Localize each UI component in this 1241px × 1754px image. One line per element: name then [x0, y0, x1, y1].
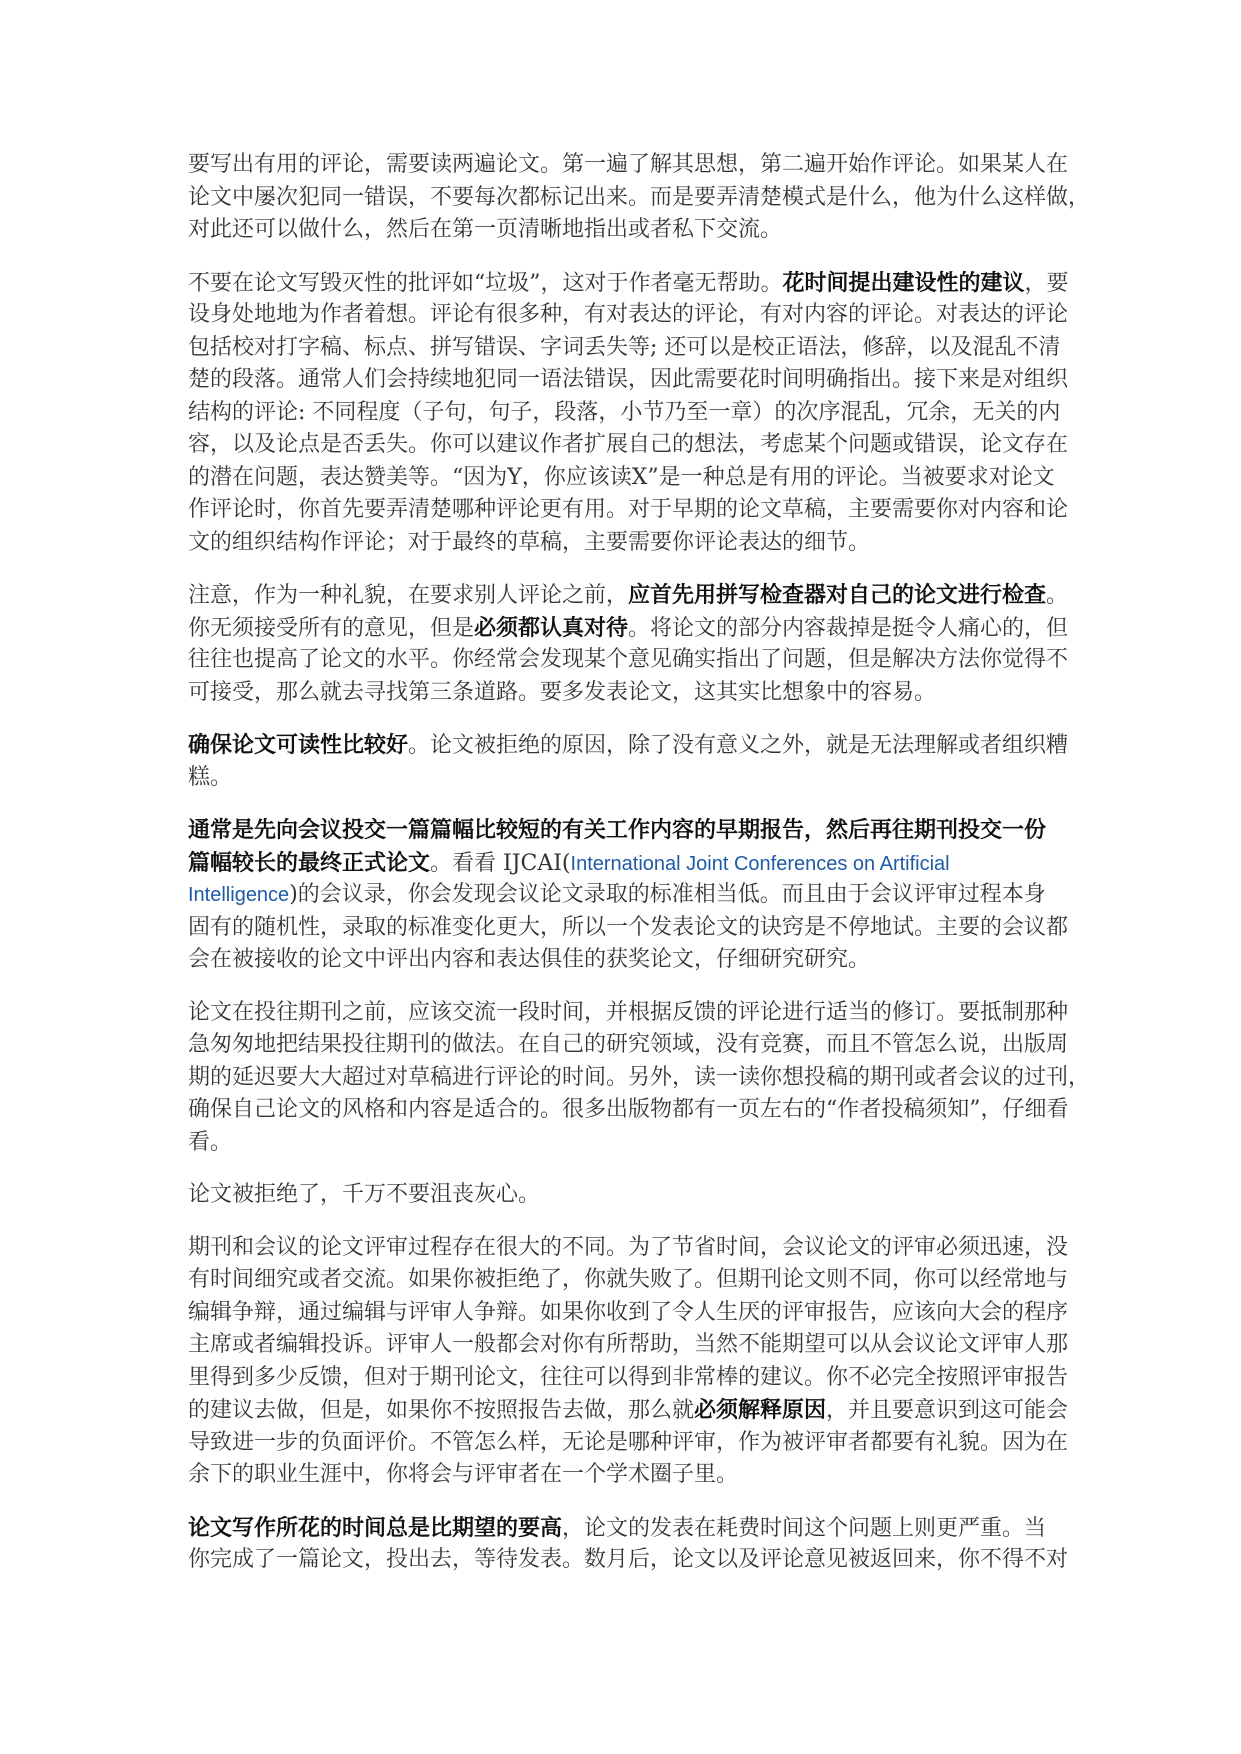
text-line: 确保自己论文的风格和内容是适合的。很多出版物都有一页左右的“作者投稿须知”，仔细看	[188, 1097, 1069, 1122]
text-line: 包括校对打字稿、标点、拼写错误、字词丢失等; 还可以是校正语法，修辞，以及混乱不清	[188, 334, 1061, 360]
text-line	[188, 267, 1088, 300]
text-segment: 。看看 IJCAI(	[430, 850, 571, 876]
text-line: 里得到多少反馈，但对于期刊论文，往往可以得到非常棒的建议。你不必完全按照评审报告	[188, 1364, 1069, 1390]
paragraph	[188, 149, 1091, 247]
text-line: 设身处地地为作者着想。评论有很多种，有对表达的评论，有对内容的评论。对表达的评论	[188, 302, 1069, 327]
paragraph	[188, 1512, 1088, 1577]
text-line: 有时间细究或者交流。如果你被拒绝了，你就失败了。但期刊论文则不同，你可以经常地与	[188, 1267, 1069, 1292]
text-segment: 。将论文的部分内容裁掉是挺令人痛心的，但	[628, 615, 1069, 641]
text-segment: 不要在论文写毁灭性的批评如“垃圾”，这对于作者毫无帮助。	[188, 270, 783, 296]
text-line: 通常是先向会议投交一篇篇幅比较短的有关工作内容的早期报告，然后再往期刊投交一份	[188, 817, 1047, 843]
text-segment: 注意，作为一种礼貌，在要求别人评论之前，	[188, 583, 629, 608]
text-line: 往往也提高了论文的水平。你经常会发现某个意见确实指出了问题，但是解决方法你觉得不	[188, 647, 1069, 672]
text-segment: ，论文的发表在耗费时间这个问题上则更严重。当	[562, 1515, 1047, 1541]
bold-text: 必须都认真对待	[474, 614, 629, 641]
paragraph	[188, 579, 1088, 709]
text-line: 期的延迟要大大超过对草稿进行评论的时间。另外，读一读你想投稿的期刊或者会议的过刊，	[188, 1064, 1091, 1090]
text-line: 文的组织结构作评论；对于最终的草稿，主要需要你评论表达的细节。	[188, 529, 871, 555]
text-line: 可接受，那么就去寻找第三条道路。要多发表论文，这其实比想象中的容易。	[188, 679, 937, 705]
text-line: 编辑争辩，通过编辑与评审人争辩。如果你收到了令人生厌的评审报告，应该向大会的程序	[188, 1299, 1069, 1325]
paragraph	[188, 997, 1091, 1160]
bold-text: 篇幅较长的最终正式论文	[188, 849, 431, 876]
text-line	[188, 879, 1088, 912]
text-segment: 的建议去做，但是，如果你不按照报告去做，那么就	[188, 1398, 695, 1423]
text-line	[188, 579, 1088, 612]
text-line: 作评论时，你首先要弄清楚哪种评论更有用。对于早期的论文草稿，主要需要你对内容和论	[188, 497, 1069, 522]
document-page	[188, 149, 1091, 1597]
text-line: 论文被拒绝了，千万不要沮丧灰心。	[188, 1182, 541, 1207]
text-segment: 你无须接受所有的意见，但是	[188, 615, 475, 641]
ijcai-link[interactable]: Intelligence	[188, 884, 290, 906]
text-segment: 。	[1046, 583, 1069, 608]
text-line: 论文在投往期刊之前，应该交流一段时间，并根据反馈的评论进行适当的修订。要抵制那种	[188, 999, 1069, 1025]
text-line	[188, 729, 1088, 762]
bold-text: 花时间提出建设性的建议	[782, 269, 1025, 296]
text-line: 导致进一步的负面评价。不管怎么样，无论是哪种评审，作为被评审者都要有礼貌。因为在	[188, 1429, 1069, 1455]
text-line: 看。	[188, 1129, 233, 1155]
paragraph	[188, 267, 1088, 560]
text-segment: )的会议录，你会发现会议论文录取的标准相当低。而且由于会议评审过程本身	[289, 882, 1046, 907]
paragraph	[188, 729, 1088, 794]
paragraph	[188, 1179, 1088, 1212]
text-line: 对此还可以做什么，然后在第一页清晰地指出或者私下交流。	[188, 217, 783, 242]
bold-text: 论文写作所花的时间总是比期望的要高	[188, 1514, 563, 1541]
text-line: 结构的评论: 不同程度（子句，句子，段落，小节乃至一章）的次序混乱，冗余，无关的内	[188, 399, 1061, 425]
text-line: 余下的职业生涯中，你将会与评审者在一个学术圈子里。	[188, 1462, 739, 1487]
text-line	[188, 1394, 1088, 1427]
bold-text: 应首先用拼写检查器对自己的论文进行检查	[628, 582, 1047, 608]
text-line	[188, 1512, 1088, 1545]
text-segment: ，并且要意识到这可能会	[826, 1398, 1069, 1423]
paragraph	[188, 1232, 1088, 1492]
paragraph	[188, 814, 1088, 977]
text-line: 论文中屡次犯同一错误，不要每次都标记出来。而是要弄清楚模式是什么，他为什么这样做，	[188, 184, 1091, 210]
bold-text: 确保论文可读性比较好	[188, 732, 409, 758]
text-line: 要写出有用的评论，需要读两遍论文。第一遍了解其思想，第二遍开始作评论。如果某人在	[188, 152, 1069, 177]
text-line: 期刊和会议的论文评审过程存在很大的不同。为了节省时间，会议论文的评审必须迅速，没	[188, 1234, 1069, 1260]
text-line: 楚的段落。通常人们会持续地犯同一语法错误，因此需要花时间明确指出。接下来是对组织	[188, 367, 1069, 392]
text-line: 你完成了一篇论文，投出去，等待发表。数月后，论文以及评论意见被返回来，你不得不对	[188, 1547, 1069, 1572]
text-line: 糕。	[188, 764, 233, 790]
bold-text: 必须解释原因	[694, 1397, 827, 1423]
text-line: 的潜在问题，表达赞美等。“因为Y，你应该读X”是一种总是有用的评论。当被要求对论文	[188, 464, 1055, 490]
ijcai-link[interactable]: International Joint Conferences on Artificial	[570, 852, 950, 875]
text-line: 急匆匆地把结果投往期刊的做法。在自己的研究领域，没有竞赛，而且不管怎么说，出版周	[188, 1032, 1069, 1057]
text-line: 固有的随机性，录取的标准变化更大，所以一个发表论文的诀窍是不停地试。主要的会议都	[188, 914, 1069, 940]
text-line: 主席或者编辑投诉。评审人一般都会对你有所帮助，当然不能期望可以从会议论文评审人那	[188, 1332, 1069, 1357]
text-line: 容，以及论点是否丢失。你可以建议作者扩展自己的想法，考虑某个问题或错误，论文存在	[188, 432, 1069, 457]
text-line	[188, 847, 1088, 880]
text-segment: ，要	[1024, 270, 1069, 296]
text-segment: 。论文被拒绝的原因，除了没有意义之外，就是无法理解或者组织糟	[408, 733, 1069, 758]
text-line	[188, 612, 1088, 645]
text-line: 会在被接收的论文中评出内容和表达俱佳的获奖论文，仔细研究研究。	[188, 947, 871, 972]
